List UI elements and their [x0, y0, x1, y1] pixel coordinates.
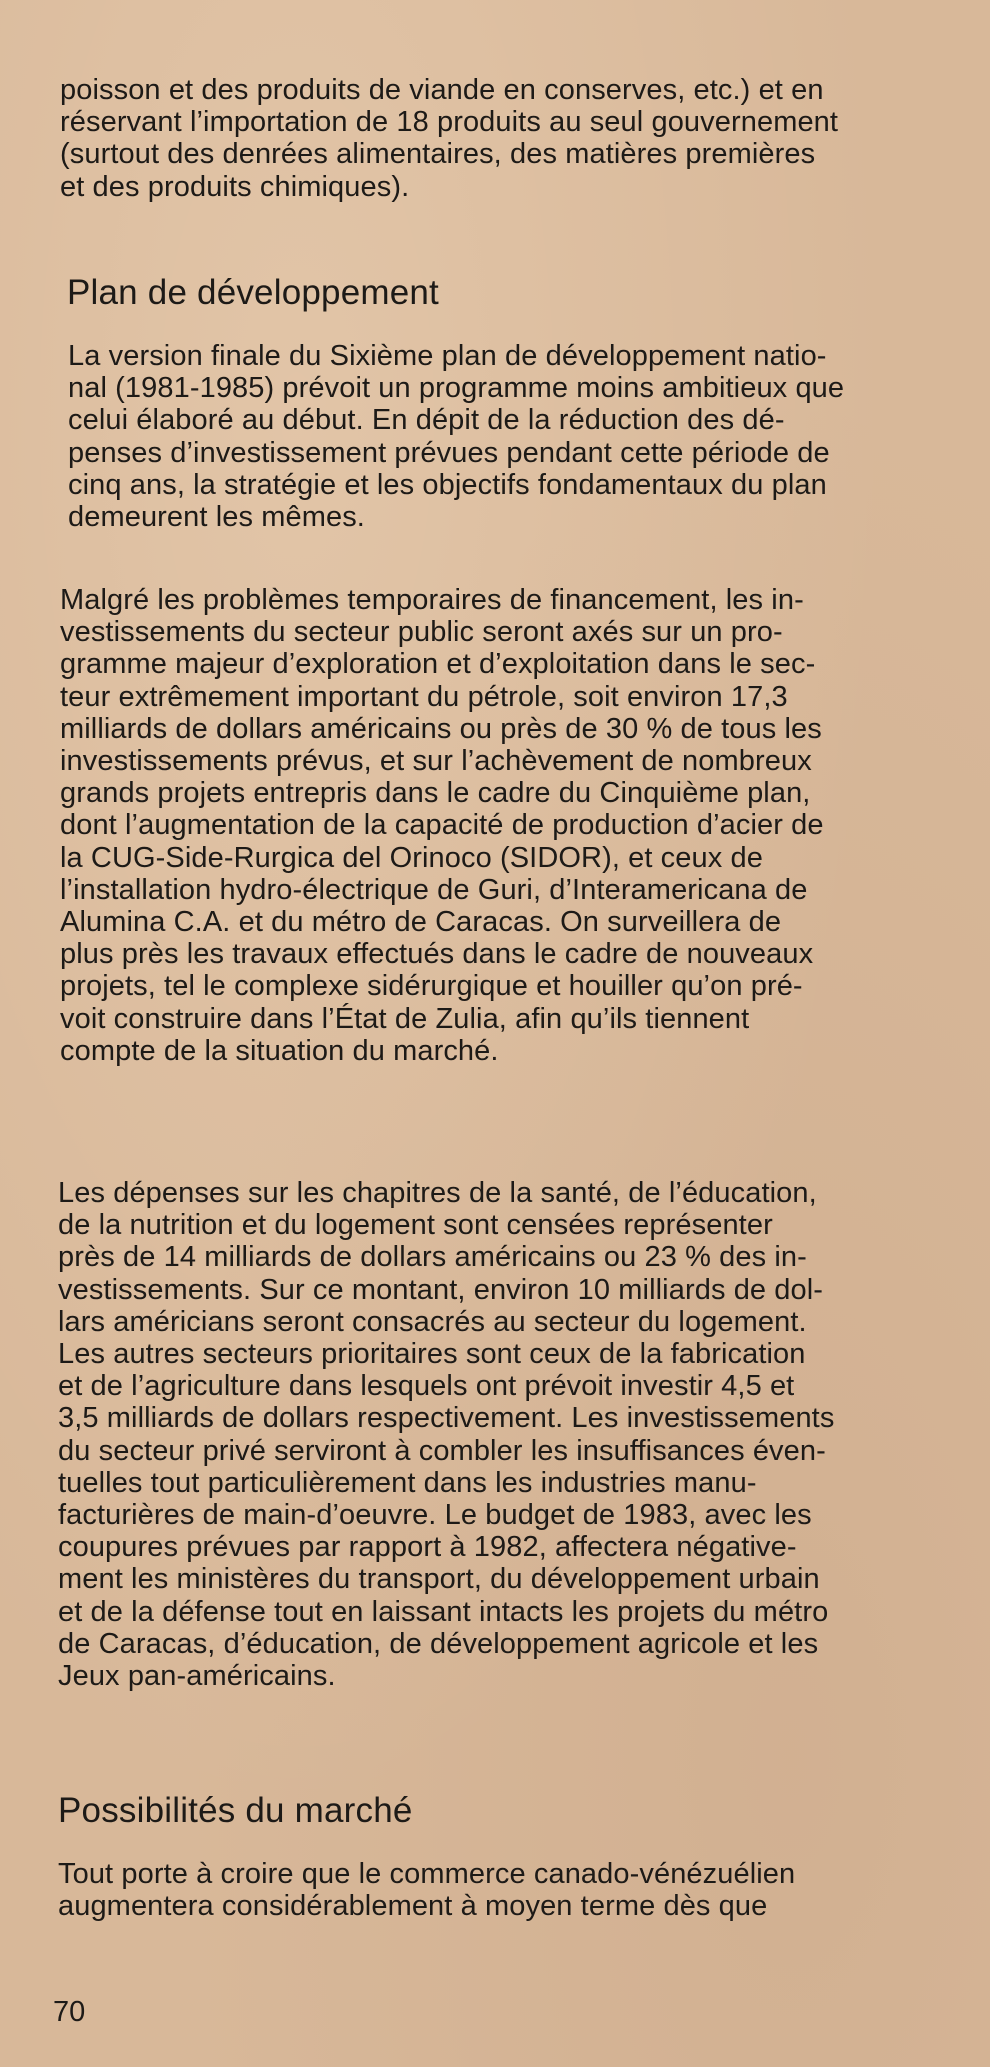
- paragraph-plan-2: [60, 584, 970, 1067]
- text-line: lars américians seront consacrés au secteur du logement.: [58, 1305, 807, 1338]
- section-heading: Plan de développement: [67, 273, 439, 312]
- text-line: projets, tel le complexe sidérurgique et houiller qu’on pré-: [60, 970, 803, 1003]
- text-line: gramme majeur d’exploration et d’exploitation dans le sec-: [60, 648, 816, 681]
- text-line: la CUG-Side-Rurgica del Orinoco (SIDOR), et ceux de: [60, 841, 763, 874]
- text-line: 3,5 milliards de dollars respectivement. Les investissements: [58, 1402, 835, 1435]
- paragraph-marche-1: [58, 1858, 968, 1922]
- text-line: coupures prévues par rapport à 1982, affectera négative-: [58, 1531, 797, 1564]
- section-heading: Possibilités du marché: [58, 1791, 413, 1830]
- text-line: et des produits chimiques).: [60, 170, 410, 203]
- text-line: près de 14 milliards de dollars américains ou 23 % des in-: [58, 1241, 807, 1274]
- paragraph: [60, 74, 970, 203]
- text-line: La version finale du Sixième plan de développement natio-: [68, 340, 827, 372]
- text-line: Alumina C.A. et du métro de Caracas. On surveillera de: [60, 906, 782, 939]
- text-line: Malgré les problèmes temporaires de financement, les in-: [60, 584, 804, 616]
- section-heading-plan: [67, 273, 977, 313]
- text-line: Les autres secteurs prioritaires sont ceux de la fabrication: [58, 1338, 806, 1371]
- text-line: investissements prévus, et sur l’achèvement de nombreux: [60, 745, 812, 778]
- paragraph: [60, 584, 970, 1067]
- text-line: plus près les travaux effectués dans le cadre de nouveaux: [60, 938, 814, 971]
- text-line: de la nutrition et du logement sont censées représenter: [58, 1209, 773, 1242]
- text-line: et de l’agriculture dans lesquels ont prévoit investir 4,5 et: [58, 1370, 795, 1403]
- paragraph: [58, 1858, 968, 1922]
- text-line: tuelles tout particulièrement dans les industries manu-: [58, 1466, 757, 1499]
- text-line: dont l’augmentation de la capacité de production d’acier de: [60, 809, 824, 842]
- text-line: facturières de main-d’oeuvre. Le budget de 1983, avec les: [58, 1499, 812, 1532]
- text-line: compte de la situation du marché.: [60, 1034, 499, 1067]
- paragraph: [68, 340, 978, 533]
- text-line: milliards de dollars américains ou près de 30 % de tous les: [60, 712, 822, 745]
- text-line: demeurent les mêmes.: [68, 501, 365, 534]
- text-line: penses d’investissement prévues pendant cette période de: [68, 436, 830, 469]
- text-line: réservant l’importation de 18 produits au seul gouvernement: [60, 106, 839, 139]
- text-line: cinq ans, la stratégie et les objectifs fondamentaux du plan: [68, 468, 827, 501]
- text-line: vestissements. Sur ce montant, environ 10 milliards de dol-: [58, 1273, 824, 1306]
- paragraph: [58, 1177, 968, 1692]
- text-line: augmentera considérablement à moyen terme dès que: [58, 1890, 768, 1923]
- paragraph-plan-3: [58, 1177, 968, 1692]
- text-line: et de la défense tout en laissant intacts les projets du métro: [58, 1595, 829, 1628]
- text-line: Jeux pan-américains.: [58, 1660, 336, 1693]
- section-heading-marche: [58, 1791, 968, 1831]
- text-line: ment les ministères du transport, du développement urbain: [58, 1563, 820, 1596]
- text-line: voit construire dans l’État de Zulia, afin qu’ils tiennent: [60, 1002, 750, 1035]
- text-line: Les dépenses sur les chapitres de la santé, de l’éducation,: [58, 1177, 817, 1209]
- page-number: 70: [53, 1996, 86, 2028]
- text-line: de Caracas, d’éducation, de développement agricole et les: [58, 1627, 819, 1660]
- text-line: teur extrêmement important du pétrole, soit environ 17,3: [60, 680, 788, 713]
- text-line: nal (1981-1985) prévoit un programme moins ambitieux que: [68, 372, 845, 405]
- text-line: du secteur privé serviront à combler les insuffisances éven-: [58, 1434, 826, 1467]
- text-line: Tout porte à croire que le commerce canado-vénézuélien: [58, 1858, 796, 1890]
- text-line: celui élaboré au début. En dépit de la réduction des dé-: [68, 404, 785, 437]
- text-line: vestissements du secteur public seront axés sur un pro-: [60, 616, 783, 649]
- paragraph-continuation: [60, 74, 970, 203]
- text-line: poisson et des produits de viande en conserves, etc.) et en: [60, 74, 824, 106]
- text-line: l’installation hydro-électrique de Guri, d’Interamericana de: [60, 873, 808, 906]
- paragraph-plan-1: [68, 340, 978, 533]
- text-line: grands projets entrepris dans le cadre du Cinquième plan,: [60, 777, 811, 810]
- text-line: (surtout des denrées alimentaires, des matières premières: [60, 138, 816, 171]
